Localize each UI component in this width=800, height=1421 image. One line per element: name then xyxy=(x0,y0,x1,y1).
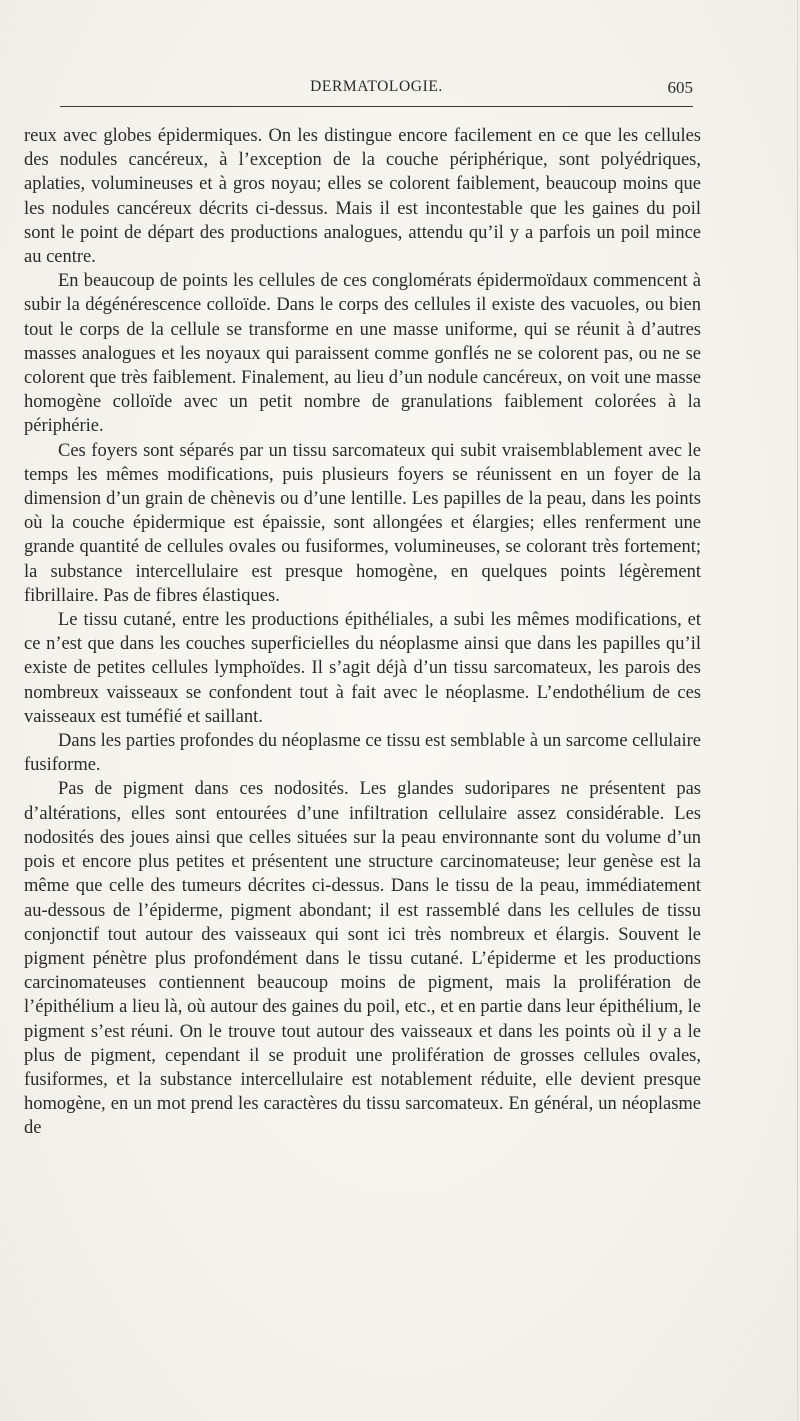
running-head: DERMATOLOGIE. xyxy=(310,78,443,95)
paragraph: Le tissu cutané, entre les productions épithéliales, a subi les mêmes modifications, et ce n’est que dans les couches superficielles du néoplasme ainsi que dans les papilles qu’il existe de petites cellules lymphoïdes. Il s’agit déjà d’un tissu sarcomateux, les parois des nombreux vaisseaux se confondent tout à fait avec le néoplasme. L’endothélium de ces vaisseaux est tuméfié et saillant. xyxy=(24,610,701,727)
paragraph: En beaucoup de points les cellules de ces conglomérats épidermoïdaux commencent à subir la dégénérescence colloïde. Dans le corps des cellules il existe des vacuoles, ou bien tout le corps de la cellule se transforme en une masse uniforme, qui se réunit à d’autres masses analogues et les noyaux qui paraissent comme gonflés ne se colorent pas, ou ne se colorent que très faiblement. Finalement, au lieu d’un nodule cancéreux, on voit une masse homogène colloïde avec un petit nombre de granulations faiblement colorées à la périphérie. xyxy=(24,271,701,437)
paragraph: Dans les parties profondes du néoplasme ce tissu est semblable à un sarcome cellulaire fusiforme. xyxy=(24,731,701,776)
page-number: 605 xyxy=(667,78,693,97)
paragraph: reux avec globes épidermiques. On les distingue encore facilement en ce que les cellules des nodules cancéreux, à l’exception de la couche périphérique, sont polyédriques, aplaties, volumineuses et à gros noyau; elles se colorent faiblement, beaucoup moins que les nodules cancéreux décrits ci-dessus. Mais il est incontestable que les gaines du poil sont le point de départ des productions analogues, attendu qu’il y a parfois un poil mince au centre. xyxy=(24,126,701,268)
page-header xyxy=(60,78,693,104)
header-rule xyxy=(60,106,693,107)
paragraph: Ces foyers sont séparés par un tissu sarcomateux qui subit vraisemblablement avec le temps les mêmes modifications, puis plusieurs foyers se réunissent en un foyer de la dimension d’un grain de chènevis ou d’une lentille. Les papilles de la peau, dans les points où la couche épidermique est épaissie, sont allongées et élargies; elles renferment une grande quantité de cellules ovales ou fusiformes, volumineuses, se colorant très fortement; la substance intercellulaire est presque homogène, en quelques points légèrement fibrillaire. Pas de fibres élastiques. xyxy=(24,440,701,606)
page-edge xyxy=(797,0,798,1421)
body-text xyxy=(24,124,701,1141)
paragraph: Pas de pigment dans ces nodosités. Les glandes sudoripares ne présentent pas d’altérations, elles sont entourées d’une infiltration cellulaire assez considérable. Les nodosités des joues ainsi que celles situées sur la peau environnante sont du volume d’un pois et encore plus petites et présentent une structure carcinomateuse; leur genèse est la même que celle des tumeurs décrites ci-dessus. Dans le tissu de la peau, immédiatement au-dessous de l’épiderme, pigment abondant; il est rassemblé dans les cellules de tissu conjonctif tout autour des vaisseaux qui sont ici très nombreux et élargis. Souvent le pigment pénètre plus profondément dans le tissu cutané. L’épiderme et les productions carcinomateuses contiennent beaucoup moins de pigment, mais la prolifération de l’épithélium a lieu là, où autour des gaines du poil, etc., et en partie dans leur épithélium, le pigment s’est réuni. On le trouve tout autour des vaisseaux et dans les points où il y a le plus de pigment, cependant il se produit une prolifération de grosses cellules ovales, fusiformes, et la substance intercellulaire est notablement réduite, elle devient presque homogène, en un mot prend les caractères du tissu sarcomateux. En général, un néoplasme de xyxy=(24,779,701,1139)
